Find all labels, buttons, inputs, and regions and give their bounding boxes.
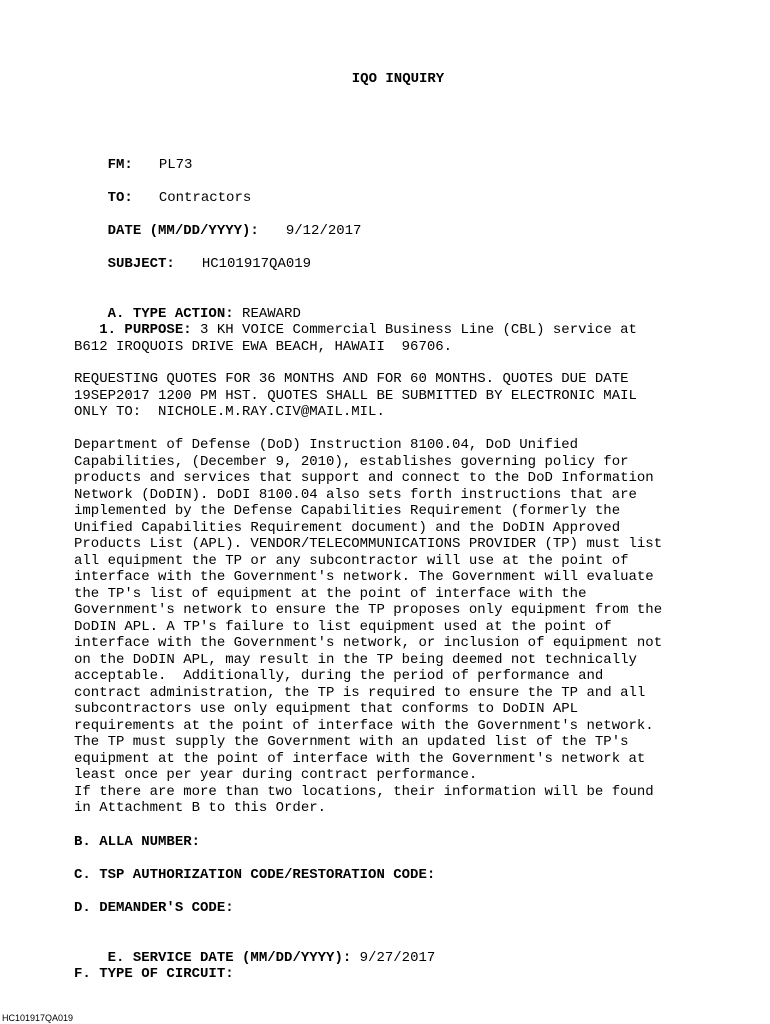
section-c-tsp-code: C. TSP AUTHORIZATION CODE/RESTORATION CODE: bbox=[74, 867, 436, 883]
purpose-line-1 bbox=[74, 322, 637, 339]
fm-label: FM: bbox=[107, 156, 133, 173]
section-a-value: REAWARD bbox=[242, 305, 301, 322]
section-e-label: E. SERVICE DATE (MM/DD/YYYY): bbox=[107, 949, 352, 966]
purpose-text-1: 3 KH VOICE Commercial Business Line (CBL) service at bbox=[200, 322, 637, 338]
section-d-demanders-code: D. DEMANDER'S CODE: bbox=[74, 900, 234, 916]
section-b-alla-number: B. ALLA NUMBER: bbox=[74, 834, 201, 850]
document-title: IQO INQUIRY bbox=[351, 71, 445, 87]
to-label: TO: bbox=[107, 189, 133, 206]
purpose-line-2: B612 IROQUOIS DRIVE EWA BEACH, HAWAII 96706. bbox=[74, 338, 453, 355]
quotes-paragraph: REQUESTING QUOTES FOR 36 MONTHS AND FOR 60 MONTHS. QUOTES DUE DATE 19SEP2017 1200 PM HST. QUOTES SHALL BE SUBMITTED BY ELECTRONIC MAIL ONLY TO: NICHOLE.M.RAY.CIV@MAIL.MIL. bbox=[74, 371, 637, 420]
section-f-type-of-circuit: F. TYPE OF CIRCUIT: bbox=[74, 966, 234, 982]
fm-value: PL73 bbox=[158, 156, 193, 173]
date-value: 9/12/2017 bbox=[285, 222, 362, 239]
dod-paragraph: Department of Defense (DoD) Instruction 8100.04, DoD Unified Capabilities, (December 9, 2010), establishes governing policy for products and services that support and connect to the DoD Information Network (DoDIN). DoDI 8100.04 also sets forth instructions that are implemented by the Defense Capabilities Requirement (formerly the Unified Capabilities Requirement document) and the DoDIN Approved Products List (APL). VENDOR/TELECOMMUNICATIONS PROVIDER (TP) must list all equipment the TP or any subcontractor will use at the point of interface with the Government's network. The Government will evaluate the TP's list of equipment at the point of interface with the Government's network to ensure the TP proposes only equipment from the DoDIN APL. A TP's failure to list equipment used at the point of interface with the Government's network, or inclusion of equipment not on the DoDIN APL, may result in the TP being deemed not technically acceptable. Additionally, during the period of performance and contract administration, the TP is required to ensure the TP and all subcontractors use only equipment that conforms to DoDIN APL requirements at the point of interface with the Government's network. The TP must supply the Government with an updated list of the TP's equipment at the point of interface with the Government's network at least once per year during contract performance. If there are more than two locations, their information will be found in Attachment B to this Order. bbox=[74, 437, 663, 816]
purpose-label: 1. PURPOSE: bbox=[99, 322, 192, 338]
to-value: Contractors bbox=[158, 189, 252, 206]
subject-label: SUBJECT: bbox=[107, 255, 175, 272]
page-footer: HC101917QA019 bbox=[2, 1013, 74, 1023]
section-e-value: 9/27/2017 bbox=[359, 949, 436, 966]
date-label: DATE (MM/DD/YYYY): bbox=[107, 222, 259, 239]
subject-row bbox=[74, 239, 311, 289]
section-a-label: A. TYPE ACTION: bbox=[107, 305, 234, 322]
subject-value: HC101917QA019 bbox=[201, 255, 312, 272]
